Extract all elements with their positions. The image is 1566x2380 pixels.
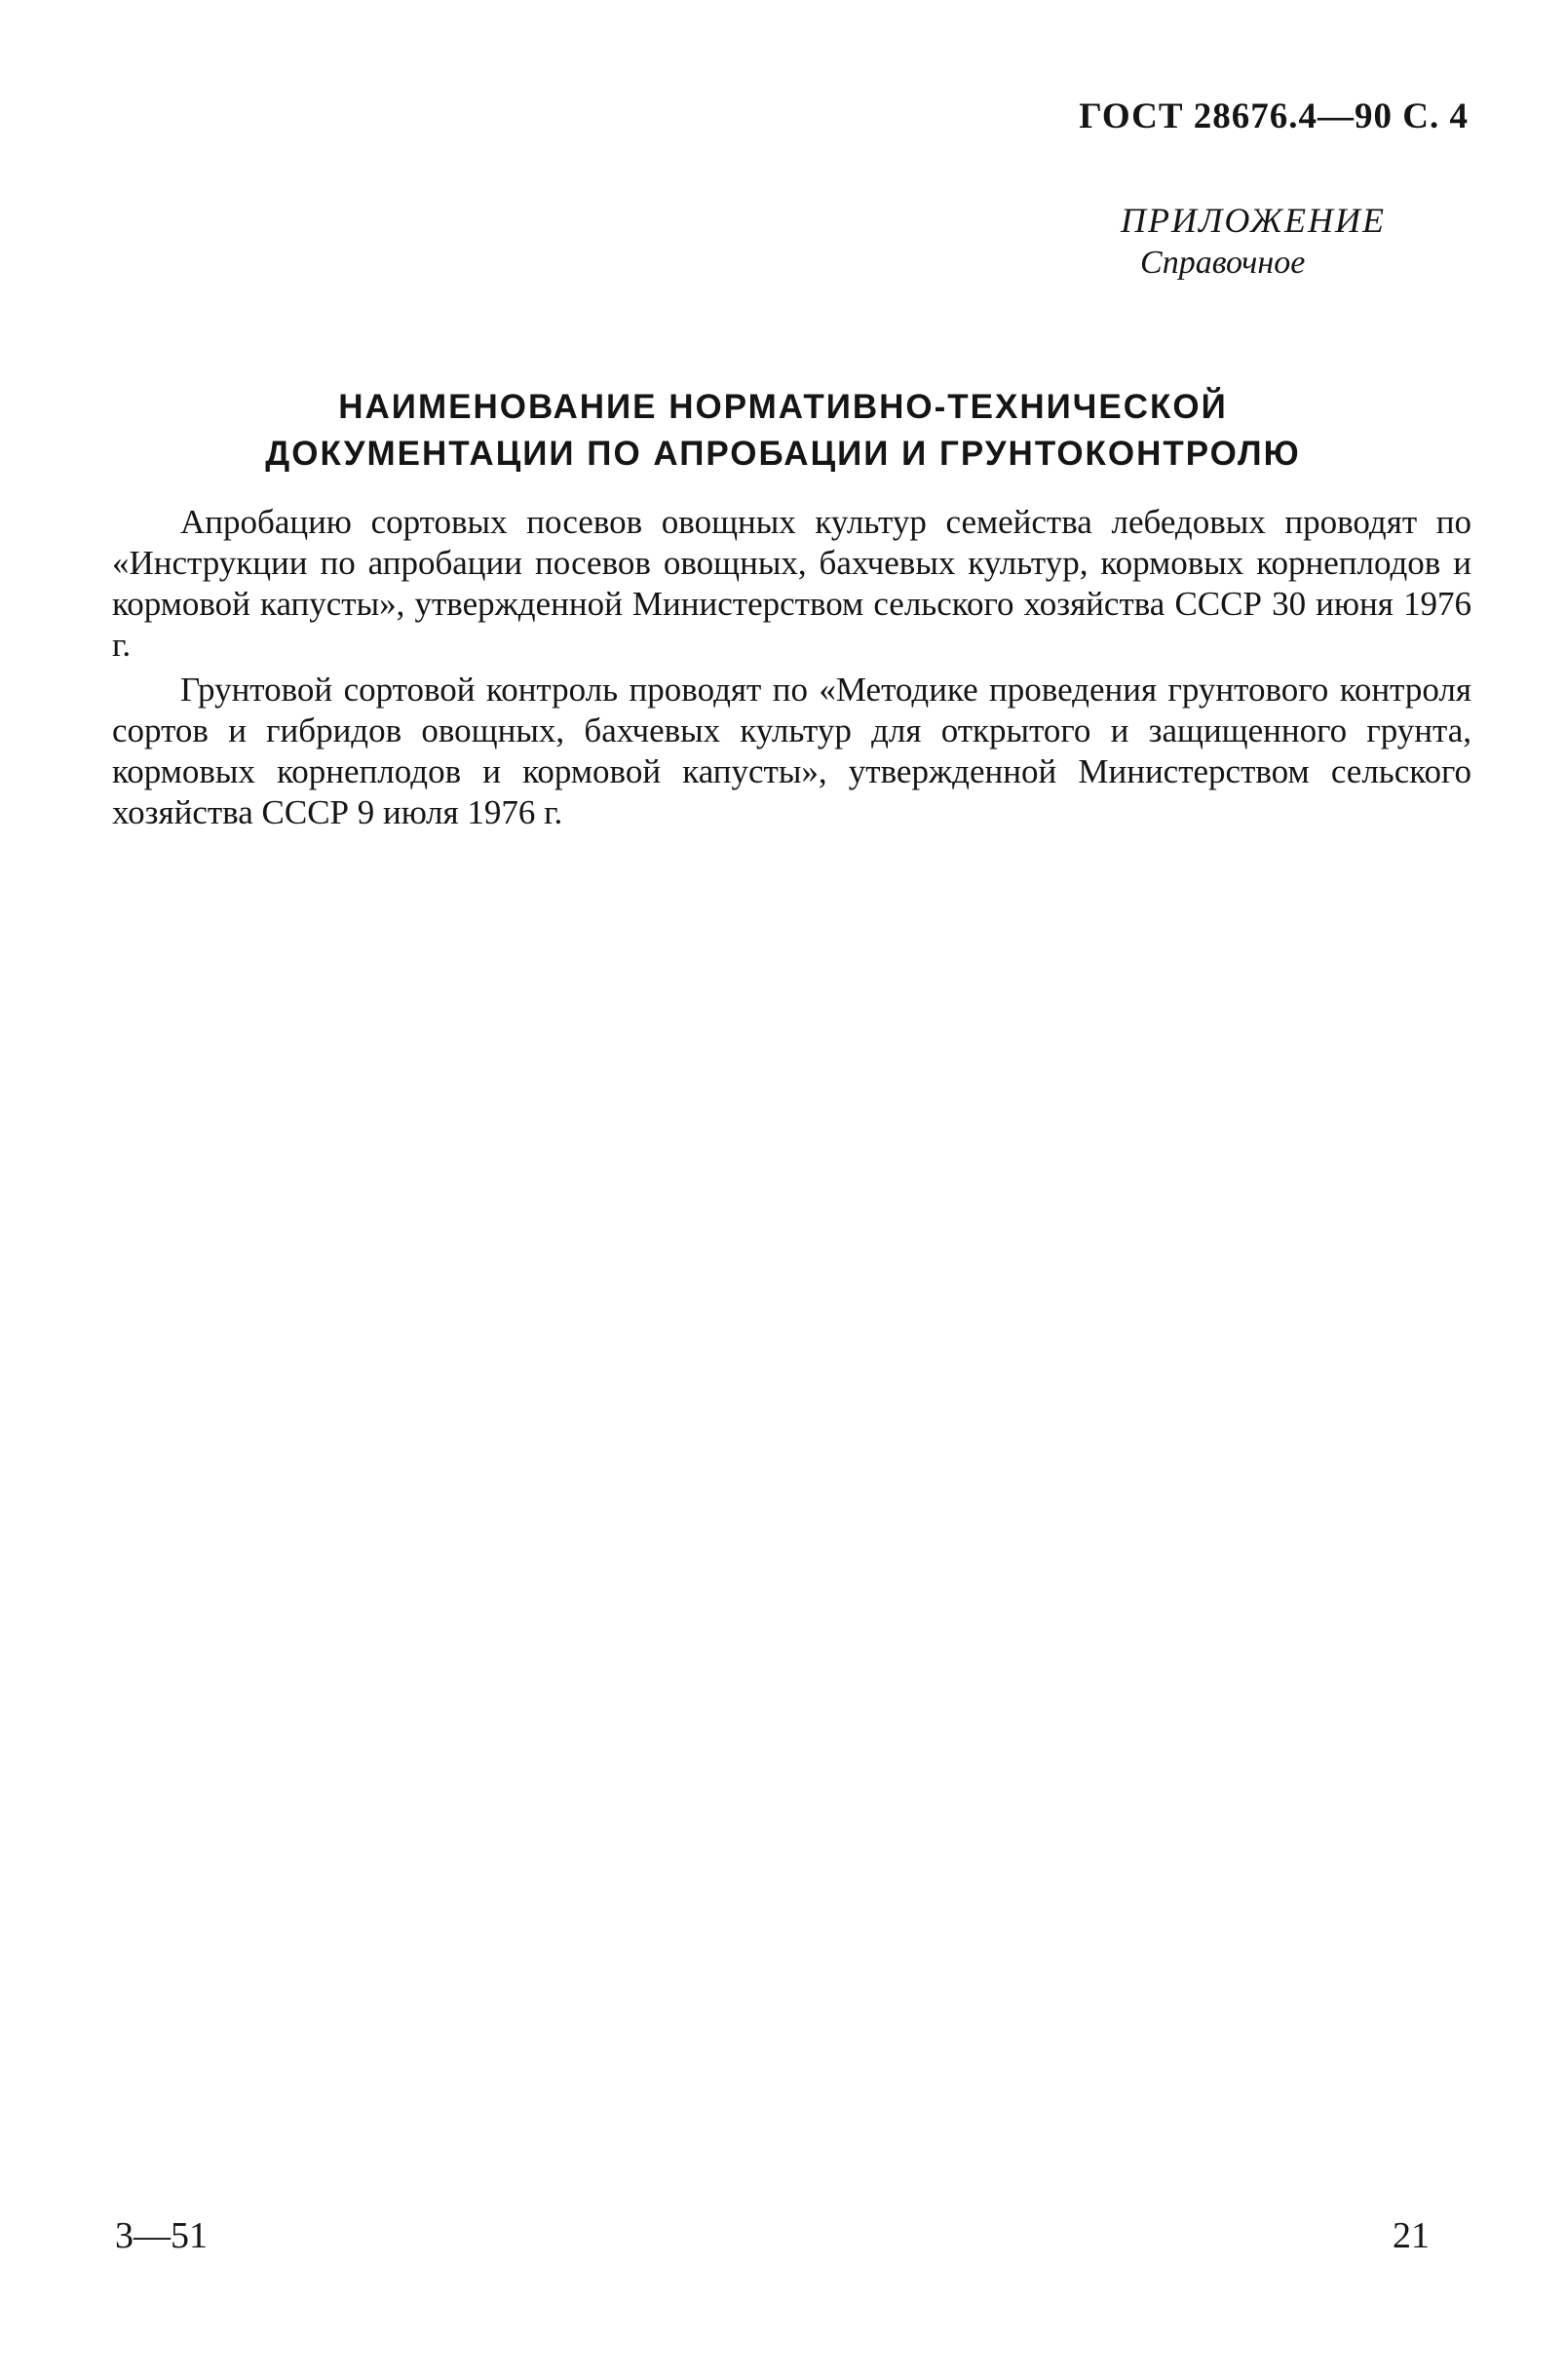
paragraph-ground-control: Грунтовой сортовой контроль проводят по «Методике проведения грунтового контроля сортов и гибридов овощных, бахчевых культур для открытого и защищенного грунта, кормовых корнеплодов и кормовой капусты», утвержденной Министерством сельского хозяйства СССР 9 июля 1976 г. [112,671,1471,831]
title-line-2: ДОКУМЕНТАЦИИ ПО АПРОБАЦИИ И ГРУНТОКОНТРОЛЮ [265,435,1301,473]
title-line-1: НАИМЕНОВАНИЕ НОРМАТИВНО-ТЕХНИЧЕСКОЙ [338,388,1228,426]
page-number: 21 [1393,2215,1430,2256]
annex-type: Справочное [1140,245,1306,281]
standard-reference: ГОСТ 28676.4—90 С. 4 [1079,96,1469,136]
footer-code: 3—51 [115,2215,208,2256]
body-text [112,502,1471,837]
annex-block [1121,199,1386,285]
document-title [97,384,1469,478]
annex-label: ПРИЛОЖЕНИЕ [1121,201,1386,240]
paragraph-approbation: Апробацию сортовых посевов овощных культур семейства лебедовых проводят по «Инструкции по апробации посевов овощных, бахчевых культур, кормовых корнеплодов и кормовой капусты», утвержденной Министерством сельского хозяйства СССР 30 июня 1976 г. [112,503,1471,664]
